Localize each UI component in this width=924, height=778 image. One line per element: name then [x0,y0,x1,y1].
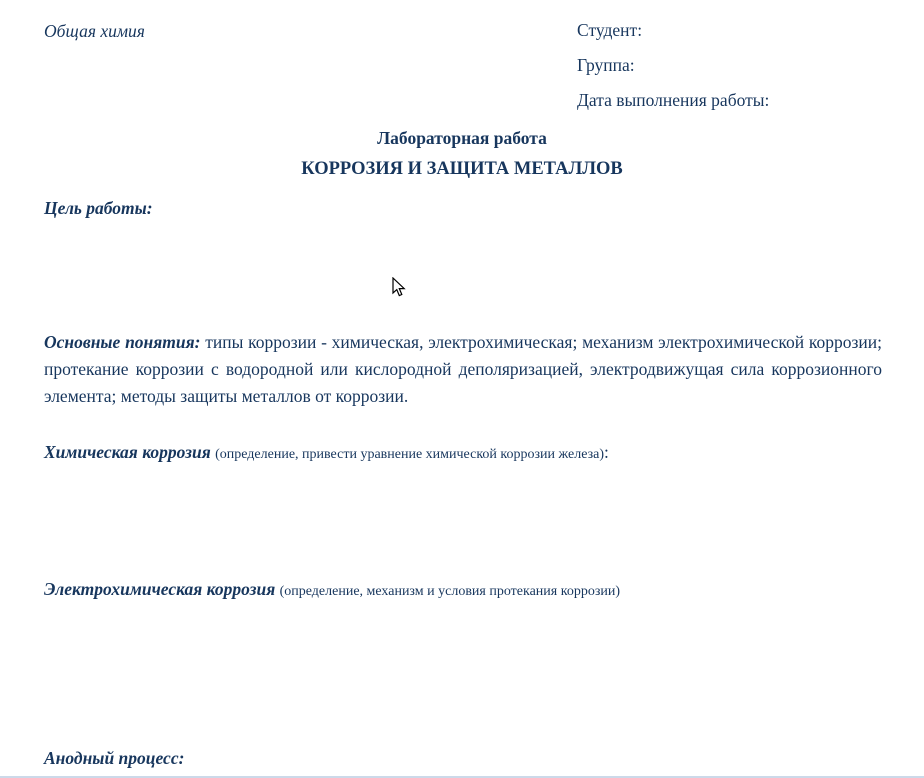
mouse-cursor-icon [392,277,406,303]
group-label: Группа: [577,55,635,75]
work-title: Лабораторная работа [377,128,547,148]
work-subtitle: КОРРОЗИЯ И ЗАЩИТА МЕТАЛЛОВ [301,159,623,179]
goal-label: Цель работы: [44,198,153,218]
chemical-corrosion-heading [44,441,609,466]
chemical-corrosion-label: Химическая коррозия [44,442,211,462]
concepts-paragraph [44,329,882,410]
chemical-corrosion-note: (определение, привести уравнение химической коррозии железа) [215,447,605,462]
student-label: Студент: [577,20,643,40]
concepts-text: типы коррозии - химическая, электрохимическая; механизм электрохимической коррозии; протекание коррозии с водородной или кислородной деполяризацией, электродвижущая сила коррозионного элемента; методы защиты металлов от коррозии. [44,332,883,406]
header-right-block [577,13,769,118]
date-label: Дата выполнения работы: [577,90,770,110]
chemical-corrosion-colon: : [604,442,609,462]
electrochemical-corrosion-heading [44,578,620,603]
course-title: Общая химия [44,21,145,41]
anodic-process-label: Анодный процесс: [44,748,185,768]
electrochemical-corrosion-label: Электрохимическая коррозия [44,579,276,599]
concepts-label: Основные понятия: [44,332,201,352]
electrochemical-corrosion-note: (определение, механизм и условия протекания коррозии) [279,584,620,599]
